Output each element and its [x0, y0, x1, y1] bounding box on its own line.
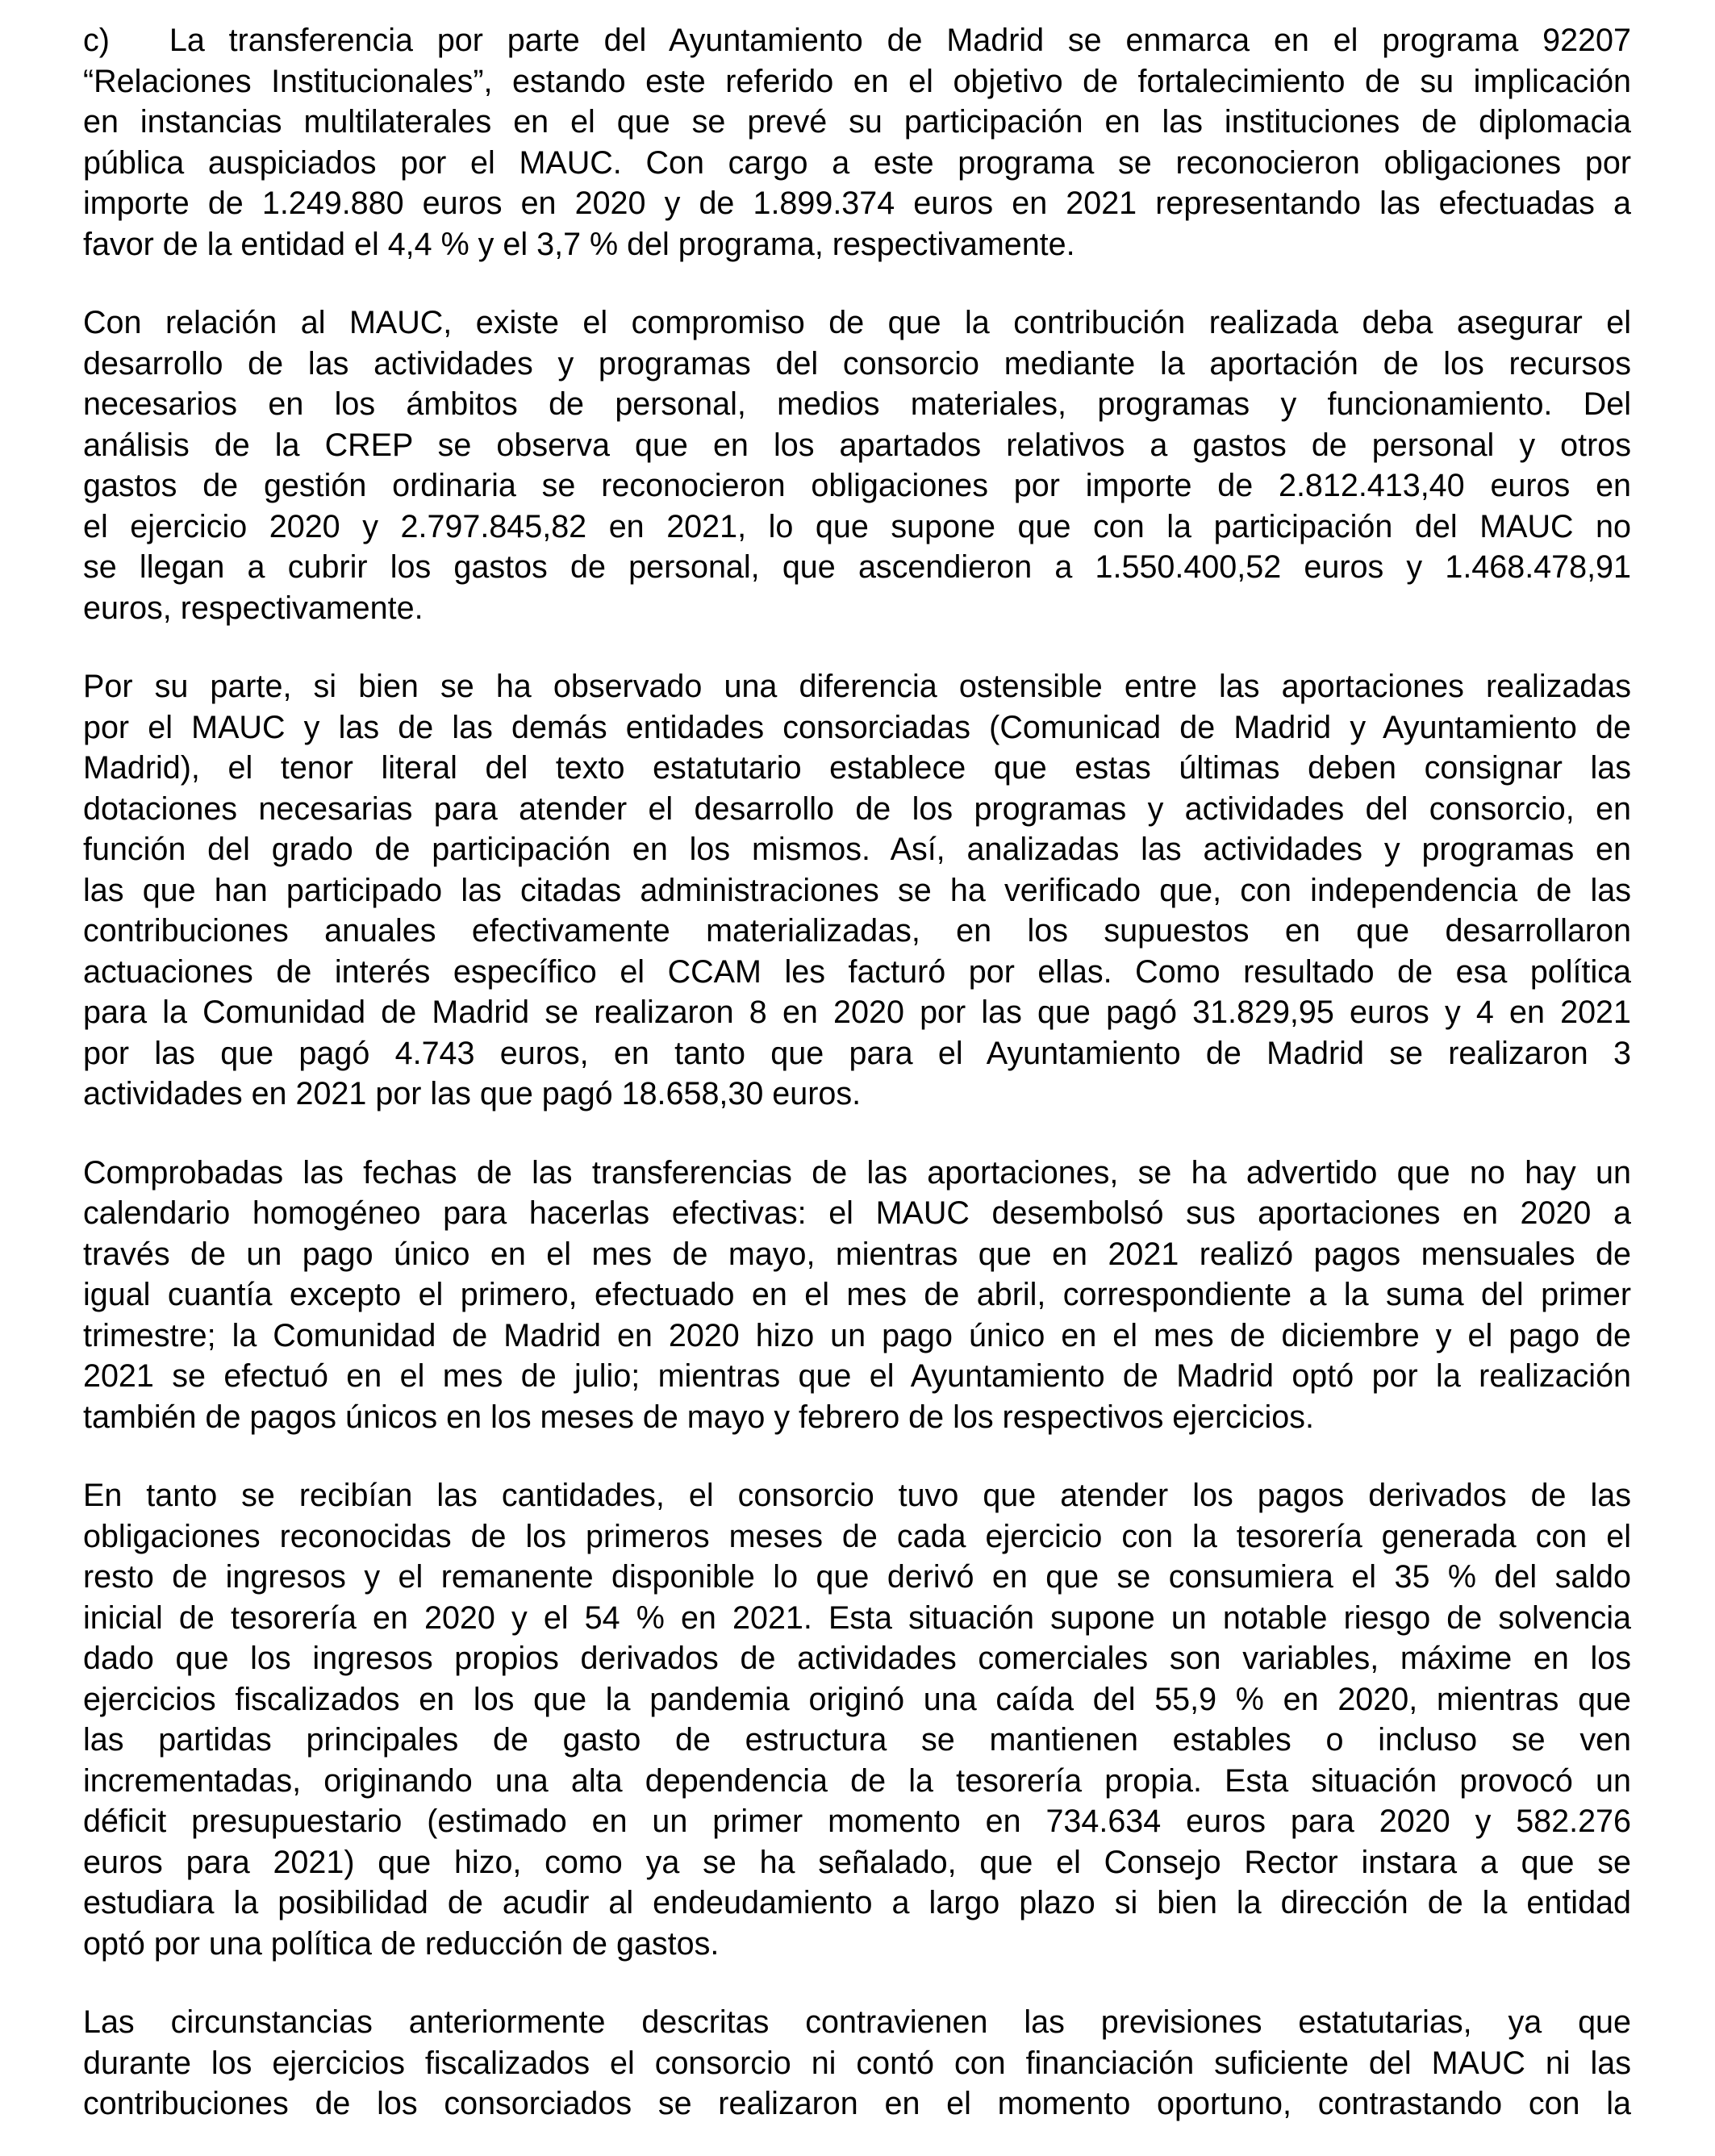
- text-line: ejercicios fiscalizados en los que la pandemia originó una caída del 55,9 % en 2020, mientras que: [83, 1681, 1631, 1717]
- text-line: incrementadas, originando una alta dependencia de la tesorería propia. Esta situación provocó un: [83, 1762, 1631, 1799]
- paragraph: [83, 666, 1631, 1115]
- text-line: Por su parte, si bien se ha observado una diferencia ostensible entre las aportaciones realizadas: [83, 669, 1631, 704]
- text-line: el ejercicio 2020 y 2.797.845,82 en 2021, lo que supone que con la participación del MAUC no: [83, 508, 1631, 544]
- text-line: las que han participado las citadas administraciones se ha verificado que, con independencia de las: [83, 872, 1631, 908]
- text-line: inicial de tesorería en 2020 y el 54 % en 2021. Esta situación supone un notable riesgo de solvencia: [83, 1599, 1631, 1636]
- text-line: por las que pagó 4.743 euros, en tanto que para el Ayuntamiento de Madrid se realizaron 3: [83, 1035, 1631, 1071]
- text-line: por el MAUC y las de las demás entidades consorciadas (Comunicad de Madrid y Ayuntamiento de: [83, 709, 1631, 745]
- paragraph: [83, 20, 1631, 265]
- text-line: gastos de gestión ordinaria se reconocieron obligaciones por importe de 2.812.413,40 euros en: [83, 468, 1631, 503]
- text-line: Madrid), el tenor literal del texto estatutario establece que estas últimas deben consignar las: [83, 750, 1631, 786]
- text-line: función del grado de participación en los mismos. Así, analizadas las actividades y programas en: [83, 832, 1631, 867]
- text-line: igual cuantía excepto el primero, efectuado en el mes de abril, correspondiente a la suma del primer: [83, 1277, 1631, 1312]
- text-line: dotaciones necesarias para atender el desarrollo de los programas y actividades del consorcio, en: [83, 790, 1631, 827]
- text-line: En tanto se recibían las cantidades, el consorcio tuvo que atender los pagos derivados de las: [83, 1478, 1631, 1513]
- paragraph: [83, 302, 1631, 628]
- text-line: favor de la entidad el 4,4 % y el 3,7 % del programa, respectivamente.: [83, 226, 1075, 262]
- text-line: 2021 se efectuó en el mes de julio; mientras que el Ayuntamiento de Madrid optó por la realización: [83, 1358, 1631, 1394]
- body-text: [83, 20, 1631, 2125]
- text-line-content: La transferencia por parte del Ayuntamiento de Madrid se enmarca en el programa 92207: [169, 23, 1631, 58]
- text-line: en instancias multilaterales en el que se prevé su participación en las instituciones de diplomacia: [83, 104, 1631, 140]
- text-line: [83, 20, 1631, 61]
- text-line: resto de ingresos y el remanente disponible lo que derivó en que se consumiera el 35 % del saldo: [83, 1559, 1631, 1595]
- text-line: Con relación al MAUC, existe el compromiso de que la contribución realizada deba asegurar el: [83, 305, 1631, 340]
- list-marker: c): [83, 23, 110, 58]
- text-line: se llegan a cubrir los gastos de personal, que ascendieron a 1.550.400,52 euros y 1.468.478,91: [83, 549, 1631, 585]
- text-line: durante los ejercicios fiscalizados el consorcio ni contó con financiación suficiente del MAUC ni las: [83, 2045, 1631, 2081]
- text-line: Las circunstancias anteriormente descritas contravienen las previsiones estatutarias, ya que: [83, 2004, 1631, 2040]
- text-line: también de pagos únicos en los meses de mayo y febrero de los respectivos ejercicios.: [83, 1399, 1314, 1435]
- text-line: través de un pago único en el mes de mayo, mientras que en 2021 realizó pagos mensuales de: [83, 1236, 1631, 1272]
- paragraph: [83, 1475, 1631, 1964]
- text-line: contribuciones de los consorciados se realizaron en el momento oportuno, contrastando con la: [83, 2086, 1631, 2121]
- text-line: euros para 2021) que hizo, como ya se ha señalado, que el Consejo Rector instara a que se: [83, 1844, 1631, 1880]
- text-line: optó por una política de reducción de gastos.: [83, 1925, 720, 1962]
- text-line: dado que los ingresos propios derivados de actividades comerciales son variables, máxime en los: [83, 1641, 1631, 1676]
- paragraph: [83, 2002, 1631, 2125]
- text-line: análisis de la CREP se observa que en los apartados relativos a gastos de personal y otros: [83, 427, 1631, 463]
- text-line: calendario homogéneo para hacerlas efectivas: el MAUC desembolsó sus aportaciones en 2020 a: [83, 1195, 1631, 1231]
- text-line: contribuciones anuales efectivamente materializadas, en los supuestos en que desarrollaron: [83, 913, 1631, 949]
- tab-spacer: [110, 50, 169, 51]
- text-line: desarrollo de las actividades y programas del consorcio mediante la aportación de los recursos: [83, 345, 1631, 382]
- text-line: importe de 1.249.880 euros en 2020 y de 1.899.374 euros en 2021 representando las efectuadas a: [83, 186, 1631, 221]
- text-line: trimestre; la Comunidad de Madrid en 2020 hizo un pago único en el mes de diciembre y el pago de: [83, 1317, 1631, 1353]
- text-line: actividades en 2021 por las que pagó 18.658,30 euros.: [83, 1076, 862, 1111]
- text-line: obligaciones reconocidas de los primeros meses de cada ejercicio con la tesorería generada con el: [83, 1518, 1631, 1554]
- text-line: actuaciones de interés específico el CCAM les facturó por ellas. Como resultado de esa política: [83, 953, 1631, 990]
- text-line: Comprobadas las fechas de las transferencias de las aportaciones, se ha advertido que no hay un: [83, 1154, 1631, 1191]
- paragraph: [83, 1153, 1631, 1438]
- text-line: pública auspiciados por el MAUC. Con cargo a este programa se reconocieron obligaciones por: [83, 144, 1631, 181]
- text-line: las partidas principales de gasto de estructura se mantienen estables o incluso se ven: [83, 1722, 1631, 1758]
- text-line: déficit presupuestario (estimado en un primer momento en 734.634 euros para 2020 y 582.276: [83, 1804, 1631, 1839]
- text-line: necesarios en los ámbitos de personal, medios materiales, programas y funcionamiento. Del: [83, 386, 1631, 422]
- text-line: estudiara la posibilidad de acudir al endeudamiento a largo plazo si bien la dirección de la entidad: [83, 1885, 1631, 1920]
- text-line: para la Comunidad de Madrid se realizaron 8 en 2020 por las que pagó 31.829,95 euros y 4 en 2021: [83, 995, 1631, 1030]
- text-line: “Relaciones Institucionales”, estando este referido en el objetivo de fortalecimiento de su implicación: [83, 63, 1631, 99]
- text-line: euros, respectivamente.: [83, 590, 424, 626]
